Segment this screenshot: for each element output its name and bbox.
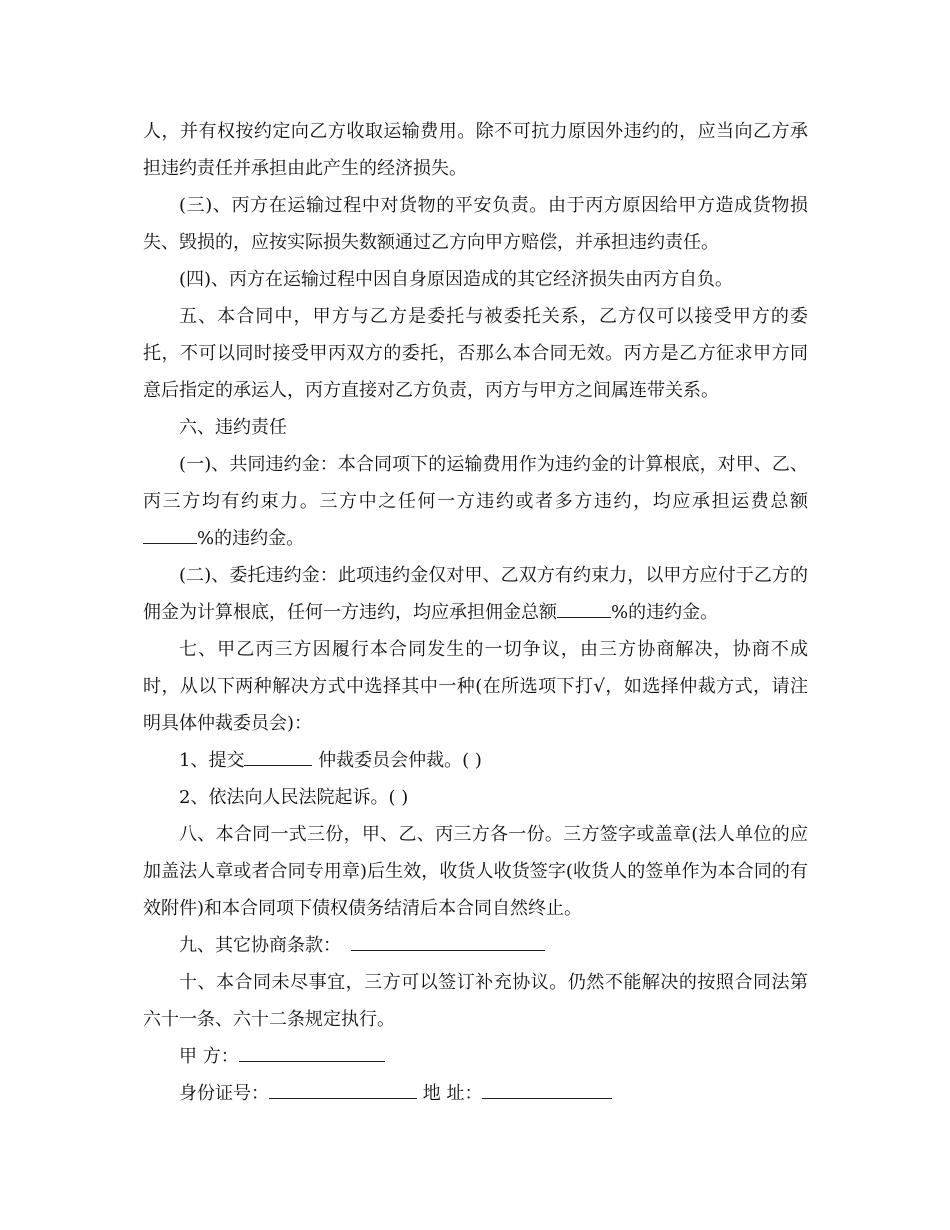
- paragraph-section-10: [143, 964, 808, 1038]
- party-a-blank[interactable]: [239, 1043, 385, 1062]
- address-label: 地 址：: [417, 1083, 483, 1104]
- paragraph-text-after: %的违约金。: [611, 602, 719, 623]
- paragraph-text-before: 九、其它协商条款：: [179, 935, 341, 956]
- option-text: 2、依法向人民法院起诉。( ): [179, 787, 409, 808]
- paragraph-clause-4: [143, 261, 808, 298]
- penalty-percent-blank[interactable]: [143, 525, 197, 544]
- paragraph-clause-3: [143, 187, 808, 261]
- paragraph-section-7-dispute: [143, 631, 808, 742]
- option-court: [143, 779, 808, 816]
- paragraph-text: 七、甲乙丙三方因履行本合同发生的一切争议，由三方协商解决，协商不成时，从以下两种解决方式中选择其中一种(在所选项下打√，如选择仲裁方式，请注明具体仲裁委员会)：: [143, 639, 808, 734]
- option-text-after: 仲裁委员会仲裁。( ): [312, 750, 482, 771]
- paragraph-text: 八、本合同一式三份，甲、乙、丙三方各一份。三方签字或盖章(法人单位的应加盖法人章或者合同专用章)后生效，收货人收货签字(收货人的签单作为本合同的有效附件)和本合同项下债权债务结清后本合同自然终止。: [143, 824, 808, 919]
- option-text-before: 1、提交: [179, 750, 245, 771]
- option-arbitration: [143, 742, 808, 779]
- arbitration-committee-blank[interactable]: [244, 747, 312, 766]
- paragraph-commission-penalty: [143, 557, 808, 631]
- paragraph-text-before: (二)、委托违约金：此项违约金仅对甲、乙双方有约束力，以甲方应付于乙方的佣金为计算根底，任何一方违约，均应承担佣金总额: [143, 565, 808, 623]
- paragraph-text: 人，并有权按约定向乙方收取运输费用。除不可抗力原因外违约的，应当向乙方承担违约责任并承担由此产生的经济损失。: [143, 121, 808, 179]
- party-a-label: 甲 方：: [179, 1046, 239, 1067]
- address-blank[interactable]: [482, 1080, 612, 1099]
- id-number-blank[interactable]: [269, 1080, 417, 1099]
- party-a-line: [143, 1038, 808, 1075]
- paragraph-text-before: (一)、共同违约金：本合同项下的运输费用作为违约金的计算根底，对甲、乙、丙三方均有约束力。三方中之任何一方违约或者多方违约，均应承担运费总额: [143, 454, 808, 512]
- paragraph-text-after: %的违约金。: [197, 528, 305, 549]
- id-address-line: [143, 1075, 808, 1112]
- contract-page: [143, 113, 808, 1112]
- paragraph-carrier-liability-continued: [143, 113, 808, 187]
- section-heading-breach-liability: [143, 409, 808, 446]
- paragraph-joint-penalty: [143, 446, 808, 557]
- paragraph-section-8: [143, 816, 808, 927]
- paragraph-text: 五、本合同中，甲方与乙方是委托与被委托关系，乙方仅可以接受甲方的委托，不可以同时接受甲丙双方的委托，否那么本合同无效。丙方是乙方征求甲方同意后指定的承运人，丙方直接对乙方负责，丙方与甲方之间属连带关系。: [143, 306, 808, 401]
- other-terms-blank[interactable]: [351, 932, 545, 951]
- id-number-label: 身份证号：: [179, 1083, 269, 1104]
- paragraph-text: 十、本合同未尽事宜，三方可以签订补充协议。仍然不能解决的按照合同法第六十一条、六十二条规定执行。: [143, 972, 808, 1030]
- paragraph-text: (三)、丙方在运输过程中对货物的平安负责。由于丙方原因给甲方造成货物损失、毁损的，应按实际损失数额通过乙方向甲方赔偿，并承担违约责任。: [143, 195, 808, 253]
- heading-text: 六、违约责任: [179, 417, 287, 438]
- paragraph-section-5: [143, 298, 808, 409]
- paragraph-section-9-other-terms: [143, 927, 808, 964]
- paragraph-text: (四)、丙方在运输过程中因自身原因造成的其它经济损失由丙方自负。: [179, 269, 734, 290]
- commission-percent-blank[interactable]: [557, 599, 611, 618]
